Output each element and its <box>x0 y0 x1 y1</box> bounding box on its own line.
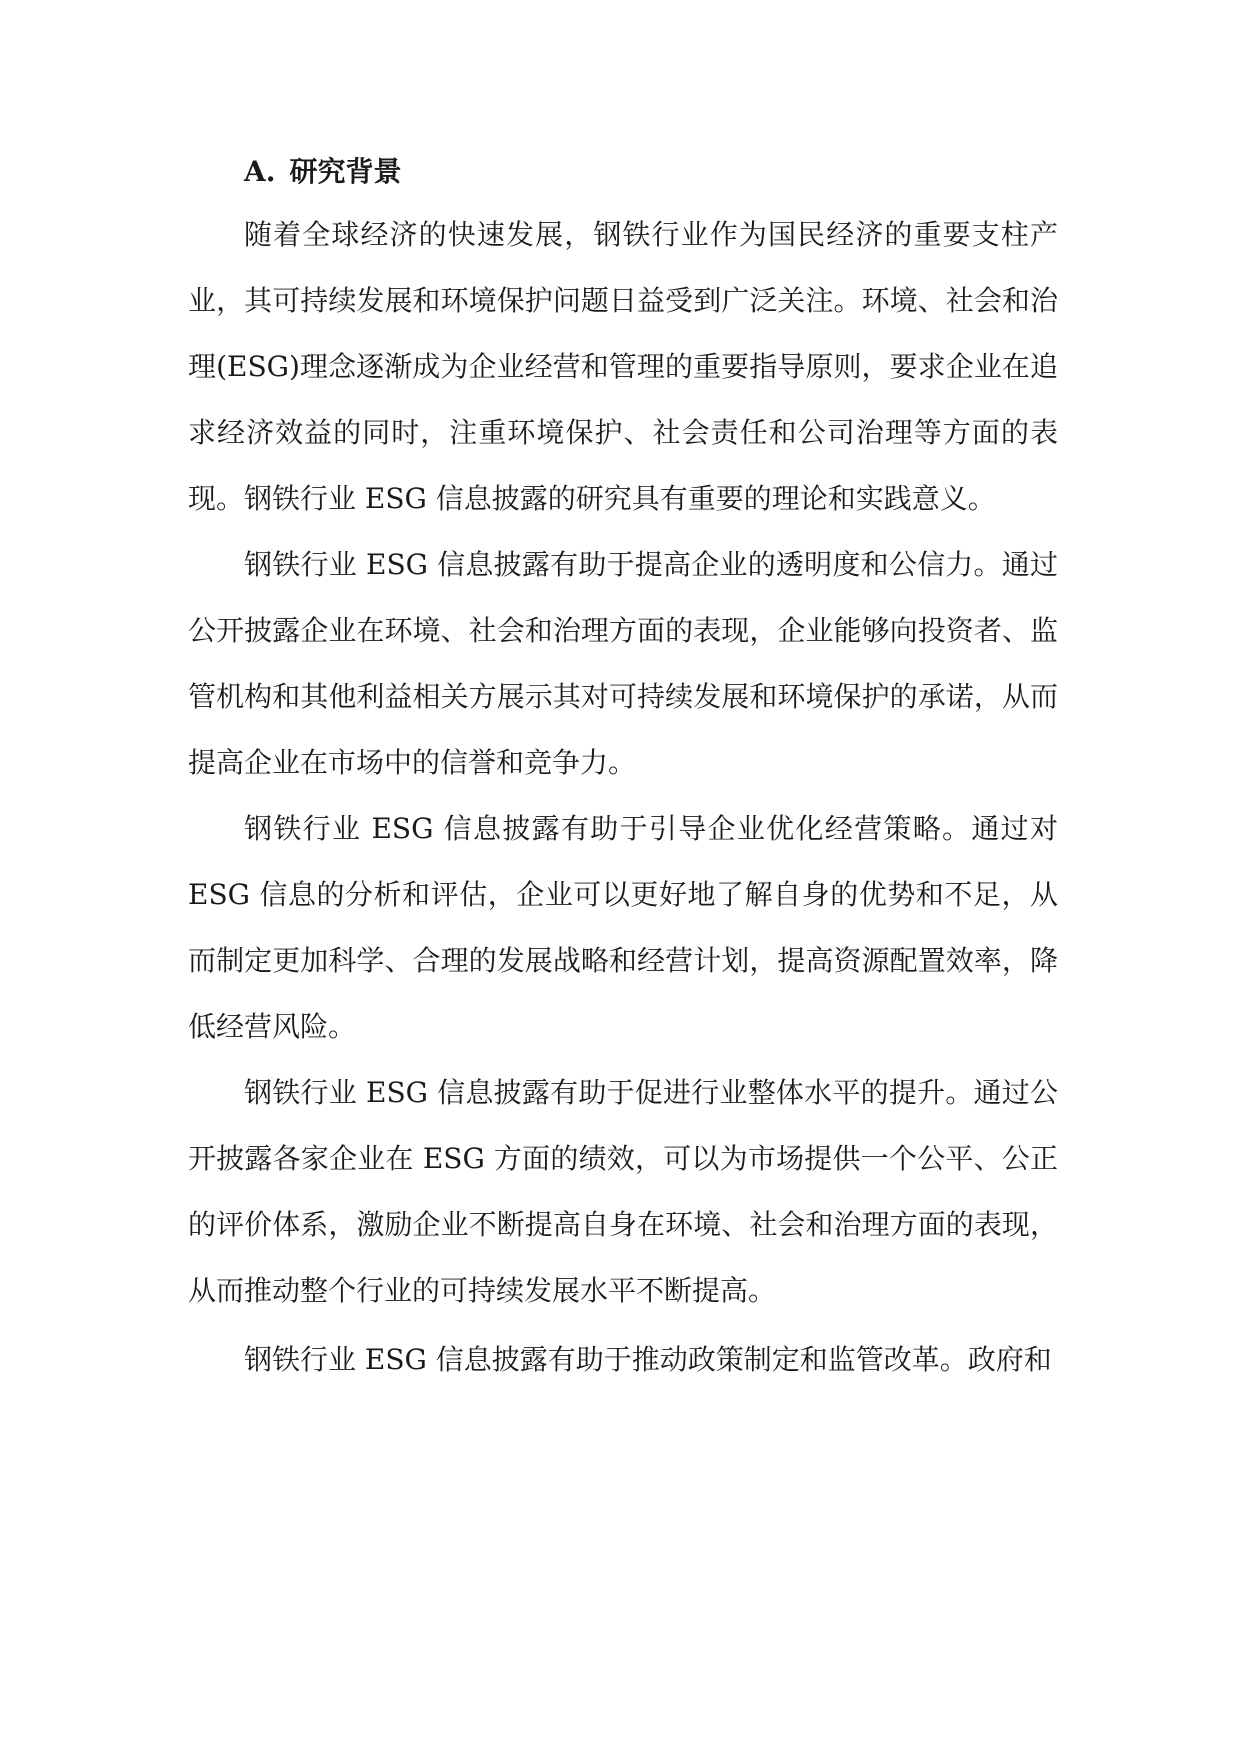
paragraph: 钢铁行业 ESG 信息披露有助于推动政策制定和监管改革。政府和 <box>244 1343 1052 1376</box>
section-number: A. <box>244 155 276 188</box>
paragraph: 钢铁行业 ESG 信息披露有助于促进行业整体水平的提升。通过公开披露各家企业在 ESG 方面的绩效，可以为市场提供一个公平、公正的评价体系，激励企业不断提高自身在环境、社会和治理方面的表现，从而推动整个行业的可持续发展水平不断提高。 <box>188 1076 1058 1307</box>
section-title: 研究背景 <box>289 155 402 188</box>
paragraph: 钢铁行业 ESG 信息披露有助于提高企业的透明度和公信力。通过公开披露企业在环境、社会和治理方面的表现，企业能够向投资者、监管机构和其他利益相关方展示其对可持续发展和环境保护的承诺，从而提高企业在市场中的信誉和竞争力。 <box>188 548 1058 779</box>
section-heading <box>244 150 402 194</box>
paragraph: 钢铁行业 ESG 信息披露有助于引导企业优化经营策略。通过对 ESG 信息的分析和评估，企业可以更好地了解自身的优势和不足，从而制定更加科学、合理的发展战略和经营计划，提高资源配置效率，降低经营风险。 <box>188 812 1058 1043</box>
paragraph: 随着全球经济的快速发展，钢铁行业作为国民经济的重要支柱产业，其可持续发展和环境保护问题日益受到广泛关注。环境、社会和治理(ESG)理念逐渐成为企业经营和管理的重要指导原则，要求企业在追求经济效益的同时，注重环境保护、社会责任和公司治理等方面的表现。钢铁行业 ESG 信息披露的研究具有重要的理论和实践意义。 <box>188 218 1058 515</box>
body-text <box>188 202 1058 1393</box>
